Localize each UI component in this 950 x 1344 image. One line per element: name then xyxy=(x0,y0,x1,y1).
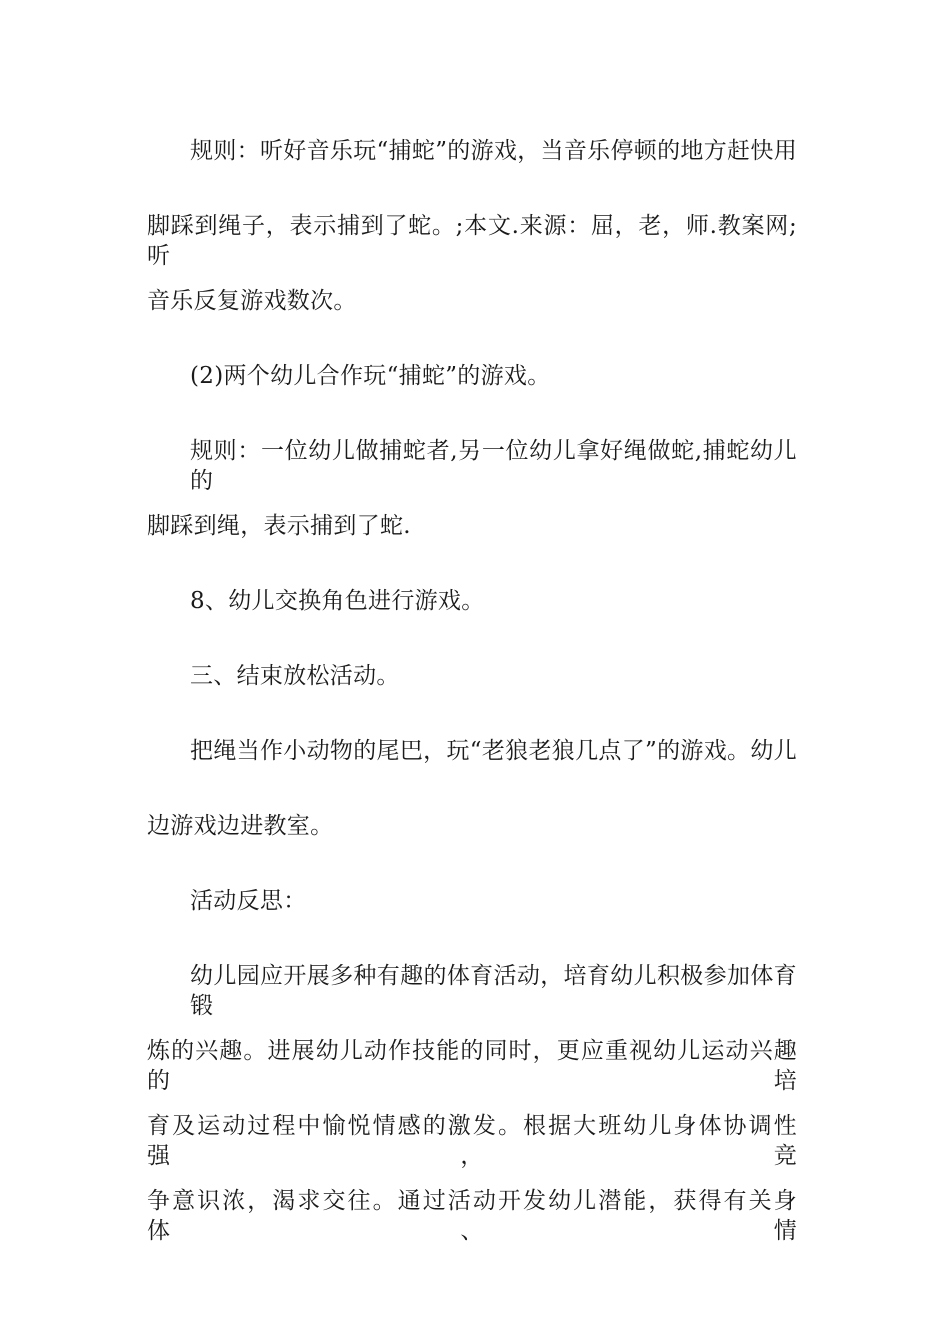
text-line-5: 规则：一位幼儿做捕蛇者,另一位幼儿拿好绳做蛇,捕蛇幼儿的 xyxy=(190,438,797,494)
text-line-12: 幼儿园应开展多种有趣的体育活动，培育幼儿积极参加体育锻 xyxy=(190,963,797,1019)
section-heading-3: 三、结束放松活动。 xyxy=(190,663,400,689)
text-line-6: 脚踩到绳，表示捕到了蛇. xyxy=(147,513,411,539)
text-line-3: 音乐反复游戏数次。 xyxy=(147,288,357,314)
section-heading-reflection: 活动反思： xyxy=(190,888,307,914)
text-line-13: 炼的兴趣。进展幼儿动作技能的同时，更应重视幼儿运动兴趣的培 xyxy=(147,1038,797,1094)
text-line-2: 脚踩到绳子，表示捕到了蛇。;本文.来源：屈，老，师.教案网;听 xyxy=(147,213,797,269)
text-line-4: (2)两个幼儿合作玩“捕蛇”的游戏。 xyxy=(190,363,551,389)
text-line-15: 争意识浓，渴求交往。通过活动开发幼儿潜能，获得有关身体、情 xyxy=(147,1188,797,1244)
text-line-9: 把绳当作小动物的尾巴，玩“老狼老狼几点了”的游戏。幼儿 xyxy=(190,738,797,764)
text-line-10: 边游戏边进教室。 xyxy=(147,813,334,839)
text-line-7: 8、幼儿交换角色进行游戏。 xyxy=(190,588,485,614)
text-line-1: 规则：听好音乐玩“捕蛇”的游戏，当音乐停顿的地方赶快用 xyxy=(190,138,797,164)
text-line-14: 育及运动过程中愉悦情感的激发。根据大班幼儿身体协调性强，竞 xyxy=(147,1113,797,1169)
